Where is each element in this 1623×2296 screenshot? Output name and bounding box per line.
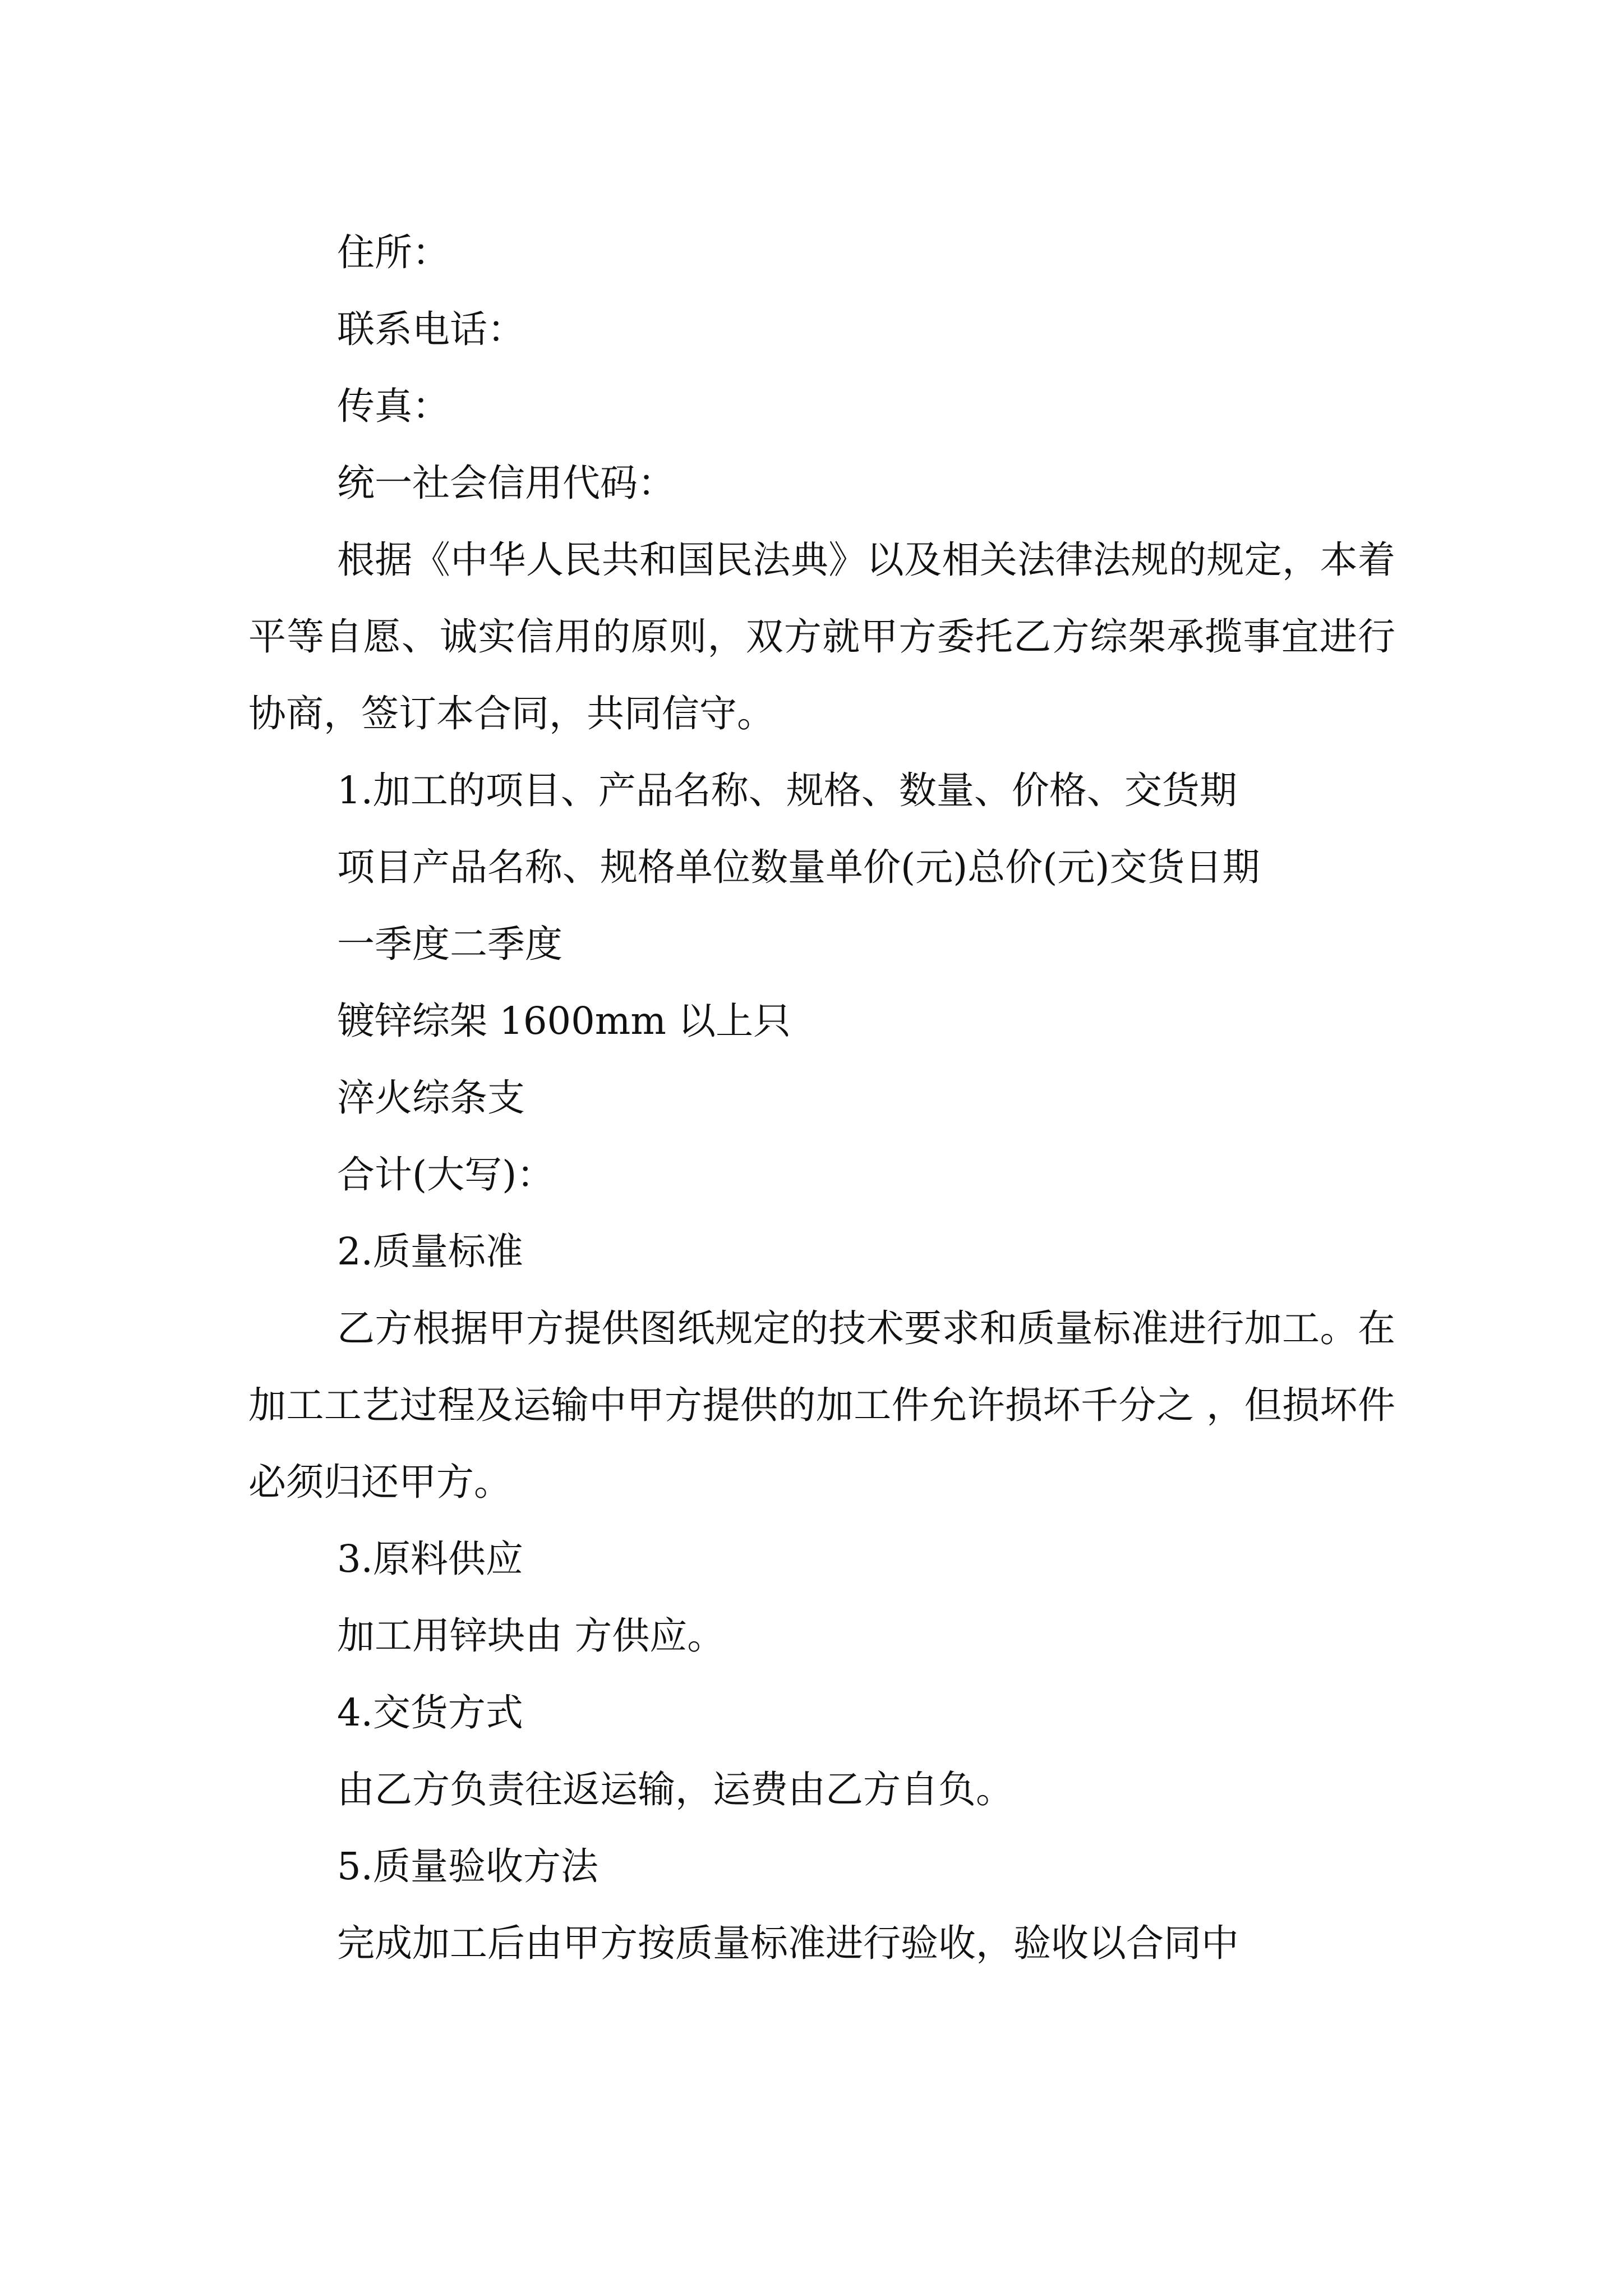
paragraph-address: 住所： xyxy=(337,231,450,274)
paragraph-quarters: 一季度二季度 xyxy=(337,922,562,966)
paragraph-section-2-heading: 2.质量标准 xyxy=(337,1230,523,1273)
paragraph-material-supply: 加工用锌块由 方供应。 xyxy=(337,1614,725,1658)
paragraph-item-heddle-bar: 淬火综条支 xyxy=(337,1076,525,1120)
paragraph-phone: 联系电话： xyxy=(337,307,525,351)
paragraph-total: 合计(大写)： xyxy=(337,1153,555,1197)
paragraph-preamble: 根据《中华人民共和国民法典》以及相关法律法规的规定，本着平等自愿、诚实信用的原则，双方就甲方委托乙方综架承揽事宜进行协商，签订本合同，共同信守。 xyxy=(248,538,1395,735)
paragraph-section-5-heading: 5.质量验收方法 xyxy=(337,1844,598,1888)
paragraph-table-header: 项目产品名称、规格单位数量单价(元)总价(元)交货日期 xyxy=(337,845,1260,889)
paragraph-acceptance-method: 完成加工后由甲方按质量标准进行验收，验收以合同中 xyxy=(337,1921,1239,1965)
paragraph-credit-code: 统一社会信用代码： xyxy=(337,461,675,505)
document-body xyxy=(248,214,1395,1982)
paragraph-section-1-heading: 1.加工的项目、产品名称、规格、数量、价格、交货期 xyxy=(337,769,1237,812)
paragraph-delivery-method: 由乙方负责往返运输，运费由乙方自负。 xyxy=(337,1768,1013,1811)
paragraph-fax: 传真： xyxy=(337,384,450,428)
paragraph-section-3-heading: 3.原料供应 xyxy=(337,1537,523,1581)
paragraph-quality-standard: 乙方根据甲方提供图纸规定的技术要求和质量标准进行加工。在加工工艺过程及运输中甲方提供的加工件允许损坏千分之 ，但损坏件必须归还甲方。 xyxy=(248,1306,1395,1504)
paragraph-item-heddle-frame: 镀锌综架 1600mm 以上只 xyxy=(337,999,791,1043)
paragraph-section-4-heading: 4.交货方式 xyxy=(337,1691,523,1734)
